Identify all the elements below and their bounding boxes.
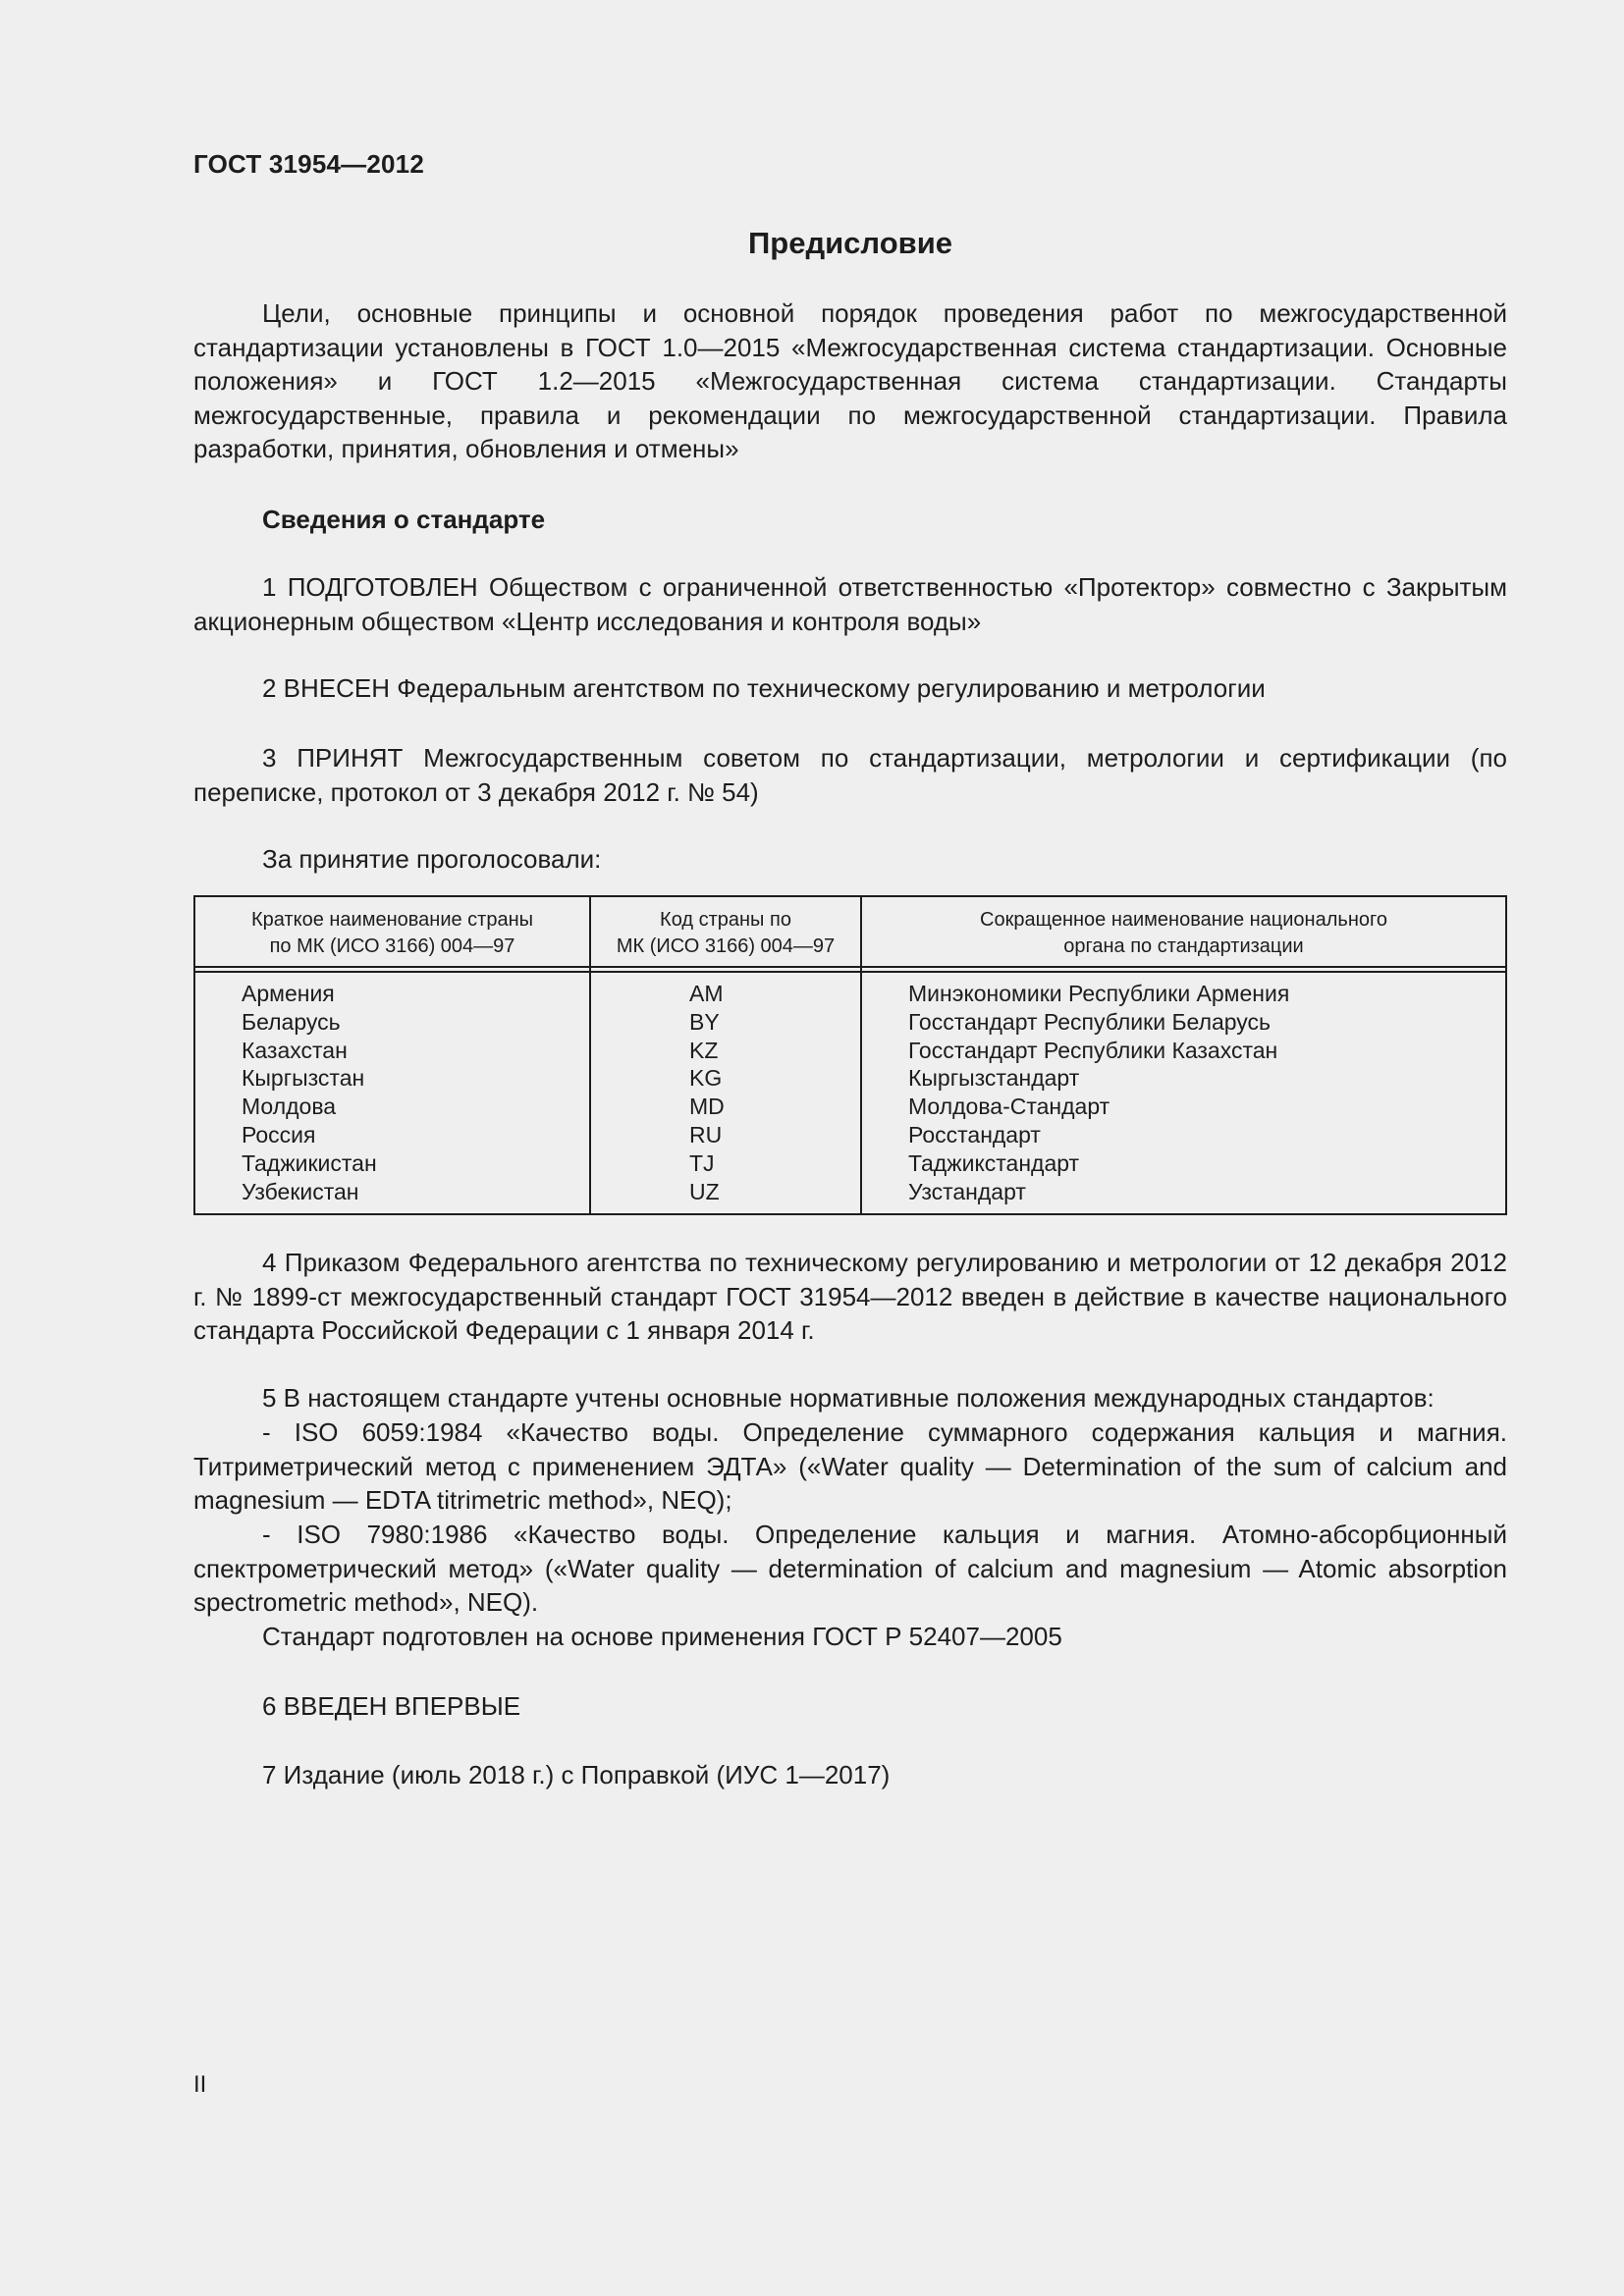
table-cell-code: KZ <box>689 1037 719 1063</box>
table-cell-country: Молдова <box>242 1094 337 1120</box>
table-cell-code: UZ <box>689 1178 720 1204</box>
table-cell-body: Госстандарт Республики Беларусь <box>908 1008 1272 1035</box>
table-cell-body: Росстандарт <box>908 1121 1041 1148</box>
table-cell-code: TJ <box>689 1149 715 1176</box>
item-5c-paragraph: Стандарт подготовлен на основе применения ГОСТ Р 52407—2005 <box>262 1622 1062 1651</box>
item-5b-paragraph: - ISO 7980:1986 «Качество воды. Определение кальция и магния. Атомно-абсорбционный спектрометрический метод» («Water quality — determination of calcium and magnesium — Atomic absorption spectrometric method», NEQ). <box>193 1520 1507 1617</box>
document-page <box>193 0 1507 2296</box>
table-cell-country: Армения <box>242 981 335 1006</box>
item-6-line: 6 ВВЕДЕН ВПЕРВЫЕ <box>262 1691 521 1721</box>
table-header-code: Код страны по МК (ИСО 3166) 004—97 <box>616 909 836 957</box>
table-cell-code: RU <box>689 1121 723 1148</box>
item-4-paragraph: 4 Приказом Федерального агентства по техническому регулированию и метрологии от 12 декабря 2012 г. № 1899-ст межгосударственный стандарт ГОСТ 31954—2012 введен в действие в качестве национального стандарта Российской Федерации с 1 января 2014 г. <box>193 1248 1507 1345</box>
table-cell-country: Беларусь <box>242 1008 341 1035</box>
table-cell-country: Россия <box>242 1121 316 1148</box>
table-header-country: Краткое наименование страны по МК (ИСО 3166) 004—97 <box>250 909 534 957</box>
table-cell-body: Кыргызстандарт <box>908 1065 1080 1092</box>
item-5a-paragraph: - ISO 6059:1984 «Качество воды. Определение суммарного содержания кальция и магния. Титриметрический метод с применением ЭДТА» («Water quality — Determination of the sum of calcium and magnesium — EDTA titrimetric method», NEQ); <box>193 1417 1507 1515</box>
item-5-paragraph: 5 В настоящем стандарте учтены основные нормативные положения международных стандартов: <box>262 1383 1435 1413</box>
document-header: ГОСТ 31954—2012 <box>193 149 424 179</box>
intro-paragraph: Цели, основные принципы и основной порядок проведения работ по межгосударственной стандартизации установлены в ГОСТ 1.0—2015 «Межгосударственная система стандартизации. Основные положения» и ГОСТ 1.2—2015 «Межгосударственная система стандартизации. Стандарты межгосударственные, правила и рекомендации по межгосударственной стандартизации. Правила разработки, принятия, обновления и отмены» <box>193 298 1507 463</box>
table-cell-code: KG <box>689 1065 723 1092</box>
table-column-body <box>908 980 1289 1205</box>
table-cell-body: Молдова-Стандарт <box>908 1094 1110 1120</box>
page-number: II <box>193 2071 207 2098</box>
table-cell-body: Таджикстандарт <box>908 1149 1080 1176</box>
table-cell-country: Таджикистан <box>242 1149 377 1176</box>
section-heading: Сведения о стандарте <box>262 505 546 534</box>
table-header-divider <box>195 966 1505 968</box>
item-7-line: 7 Издание (июль 2018 г.) с Поправкой (ИУС 1—2017) <box>262 1760 891 1789</box>
table-cell-country: Узбекистан <box>242 1178 359 1204</box>
page-title: Предисловие <box>747 226 952 260</box>
item-1-paragraph: 1 ПОДГОТОВЛЕН Обществом с ограниченной ответственностью «Протектор» совместно с Закрытым акционерным обществом «Центр исследования и контроля воды» <box>193 572 1507 636</box>
table-cell-country: Казахстан <box>242 1037 348 1063</box>
item-2-paragraph: 2 ВНЕСЕН Федеральным агентством по техническому регулированию и метрологии <box>262 673 1266 703</box>
table-header-divider <box>195 971 1505 973</box>
table-cell-code: AM <box>689 981 724 1006</box>
table-column-code <box>689 980 725 1205</box>
voting-table <box>193 895 1507 1215</box>
table-cell-country: Кыргызстан <box>242 1065 365 1092</box>
table-column-country <box>242 980 377 1205</box>
table-cell-code: MD <box>689 1094 725 1120</box>
table-cell-code: BY <box>689 1008 720 1035</box>
table-header-body: Сокращенное наименование национального органа по стандартизации <box>980 909 1387 957</box>
table-cell-body: Узстандарт <box>908 1178 1026 1204</box>
item-3-paragraph: 3 ПРИНЯТ Межгосударственным советом по стандартизации, метрологии и сертификации (по переписке, протокол от 3 декабря 2012 г. № 54) <box>193 743 1507 807</box>
table-cell-body: Минэкономики Республики Армения <box>908 981 1290 1006</box>
voted-label: За принятие проголосовали: <box>262 844 602 874</box>
table-cell-body: Госстандарт Республики Казахстан <box>908 1037 1278 1063</box>
